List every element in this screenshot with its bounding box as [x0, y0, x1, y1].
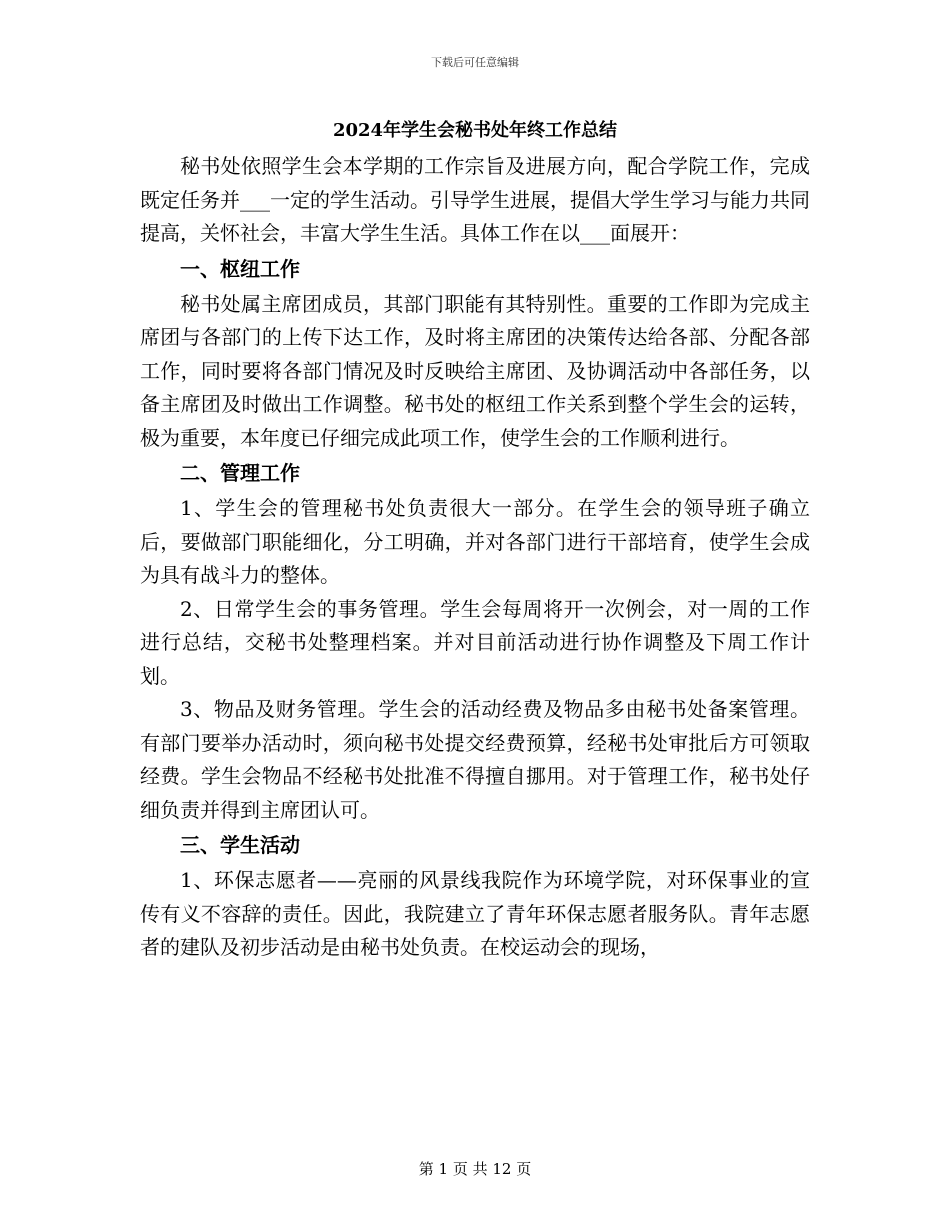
- header-note: 下载后可任意编辑: [431, 56, 519, 69]
- body-paragraph: 3、物品及财务管理。学生会的活动经费及物品多由秘书处备案管理。有部门要举办活动时，须向秘书处提交经费预算，经秘书处审批后方可领取经费。学生会物品不经秘书处批准不得擅自挪用。对于管理工作，秘书处仔细负责并得到主席团认可。: [140, 697, 810, 822]
- body-paragraph: 1、环保志愿者——亮丽的风景线我院作为环境学院，对环保事业的宣传有义不容辞的责任。因此，我院建立了青年环保志愿者服务队。青年志愿者的建队及初步活动是由秘书处负责。在校运动会的现场，: [140, 868, 810, 959]
- document-title: 2024年学生会秘书处年终工作总结: [332, 120, 618, 141]
- body-paragraph: 秘书处属主席团成员，其部门职能有其特别性。重要的工作即为完成主席团与各部门的上传下达工作，及时将主席团的决策传达给各部、分配各部工作，同时要将各部门情况及时反映给主席团、及协调活动中各部任务，以备主席团及时做出工作调整。秘书处的枢纽工作关系到整个学生会的运转，极为重要，本年度已仔细完成此项工作，使学生会的工作顺利进行。: [140, 291, 810, 450]
- intro-paragraph: 秘书处依照学生会本学期的工作宗旨及进展方向，配合学院工作，完成既定任务并___一定的学生活动。引导学生进展，提倡大学生学习与能力共同提高，关怀社会，丰富大学生生活。具体工作在以___面展开：: [140, 154, 810, 245]
- document-body: [140, 150, 810, 965]
- section-heading-management: 二、管理工作: [180, 461, 300, 485]
- body-paragraph: 2、日常学生会的事务管理。学生会每周将开一次例会，对一周的工作进行总结，交秘书处整理档案。并对目前活动进行协作调整及下周工作计划。: [140, 596, 810, 688]
- section-heading-hub: 一、枢纽工作: [180, 256, 300, 281]
- body-paragraph: 1、学生会的管理秘书处负责很大一部分。在学生会的领导班子确立后，要做部门职能细化，分工明确，并对各部门进行干部培育，使学生会成为具有战斗力的整体。: [140, 496, 810, 587]
- section-heading-activities: 三、学生活动: [180, 833, 300, 857]
- page-footer: 第 1 页 共 12 页: [418, 1160, 532, 1178]
